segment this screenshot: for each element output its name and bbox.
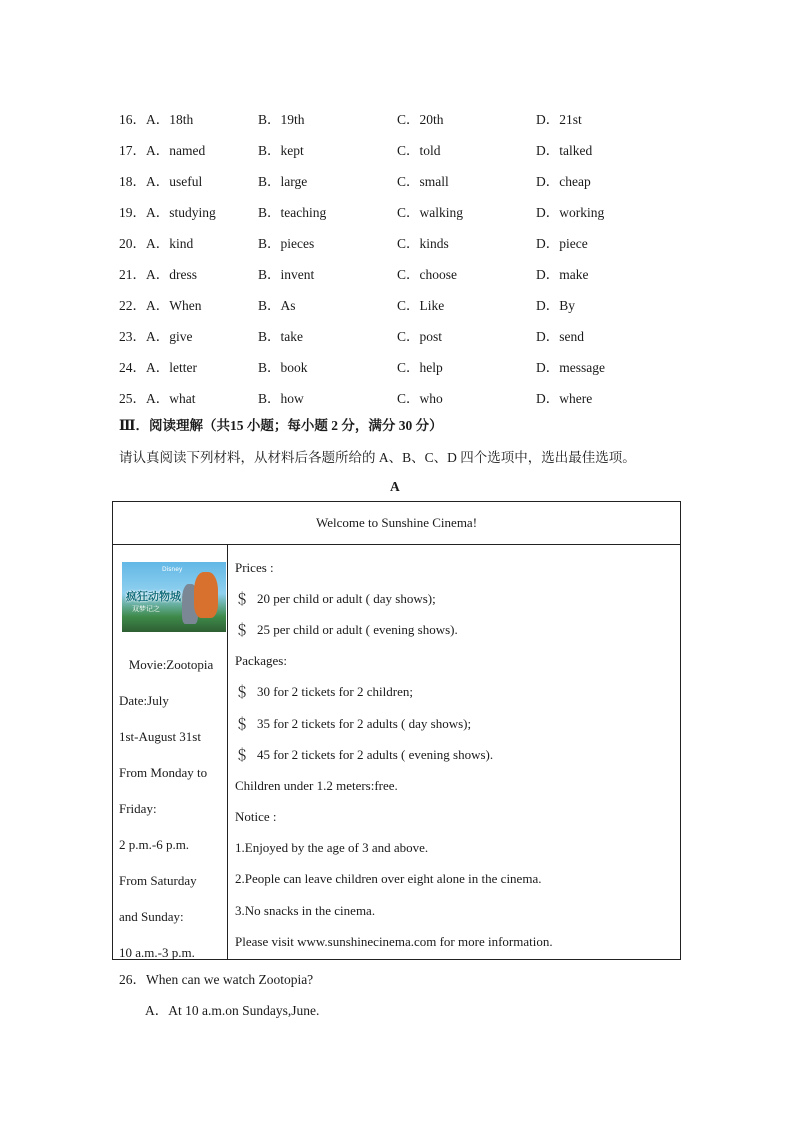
info-text: Children under 1.2 meters:free. xyxy=(235,777,398,793)
dollar-sign: ＄ xyxy=(235,591,249,608)
option-b: B．As xyxy=(258,298,296,314)
option-text: A．useful xyxy=(146,173,203,189)
info-text: 3.No snacks in the cinema. xyxy=(235,902,376,918)
question-number: 25． xyxy=(119,391,146,407)
info-text: Please visit www.sunshinecinema.com for more information. xyxy=(235,933,553,949)
schedule-line: From Saturday xyxy=(119,873,197,888)
option-b: B．kept xyxy=(258,142,304,158)
option-d: D．21st xyxy=(536,111,582,127)
info-text: 25 per child or adult ( evening shows). xyxy=(257,621,458,637)
option-text: A．When xyxy=(146,298,202,314)
option-c: C．who xyxy=(397,391,443,407)
option-row xyxy=(119,289,699,320)
option-c: C．20th xyxy=(397,111,444,127)
option-c: C．told xyxy=(397,142,441,158)
option-d: D．working xyxy=(536,204,605,220)
question-number: 23． xyxy=(119,329,146,345)
option-c: C．help xyxy=(397,360,443,376)
info-text: 30 for 2 tickets for 2 children; xyxy=(257,684,413,700)
schedule-line: Friday: xyxy=(119,801,157,816)
option-c: C．small xyxy=(397,173,449,189)
question-number: 18． xyxy=(119,173,146,189)
section-title: Ⅲ．阅读理解（共15 小题；每小题 2 分，满分 30 分） xyxy=(119,418,443,433)
option-d: D．message xyxy=(536,360,605,376)
option-text: A．dress xyxy=(146,267,197,283)
info-line xyxy=(235,833,675,864)
schedule-line: From Monday to xyxy=(119,765,208,780)
option-a xyxy=(119,263,258,283)
question-26: 26．When can we watch Zootopia? xyxy=(119,972,314,987)
option-d: D．cheap xyxy=(536,173,591,189)
option-text: A．studying xyxy=(146,204,216,220)
option-b: B．book xyxy=(258,360,308,376)
option-row xyxy=(119,164,699,195)
option-a xyxy=(119,201,258,221)
poster-title: 疯狂动物城 xyxy=(126,590,181,603)
info-line xyxy=(235,677,675,708)
question-number: 22． xyxy=(119,298,146,314)
option-a xyxy=(119,108,258,128)
option-a xyxy=(119,170,258,190)
info-line xyxy=(235,552,675,583)
option-row xyxy=(119,133,699,164)
info-line xyxy=(235,739,675,770)
question-number: 16． xyxy=(119,111,146,127)
option-d: D．By xyxy=(536,298,576,314)
info-text: Packages: xyxy=(235,653,287,669)
question-number: 20． xyxy=(119,235,146,251)
movie-schedule-info xyxy=(119,647,223,971)
question-number: 21． xyxy=(119,267,146,283)
option-a xyxy=(119,232,258,252)
info-line xyxy=(235,802,675,833)
poster-fox-figure xyxy=(194,572,218,618)
option-row xyxy=(119,102,699,133)
option-b: B．pieces xyxy=(258,235,315,251)
option-c: C．kinds xyxy=(397,235,449,251)
option-a xyxy=(119,387,258,407)
info-line xyxy=(235,770,675,801)
info-line xyxy=(235,926,675,957)
schedule-line: and Sunday: xyxy=(119,909,184,924)
schedule-line: 2 p.m.-6 p.m. xyxy=(119,837,190,852)
info-text: 2.People can leave children over eight alone in the cinema. xyxy=(235,871,542,887)
dollar-sign: ＄ xyxy=(235,747,249,764)
option-a xyxy=(119,356,258,376)
schedule-line: 1st-August 31st xyxy=(119,729,201,744)
info-text: 20 per child or adult ( day shows); xyxy=(257,590,436,606)
option-c: C．post xyxy=(397,329,443,345)
info-line xyxy=(235,614,675,645)
info-text: 1.Enjoyed by the age of 3 and above. xyxy=(235,840,429,856)
option-d: D．where xyxy=(536,391,593,407)
option-c: C．Like xyxy=(397,298,445,314)
option-text: A．named xyxy=(146,142,206,158)
info-line xyxy=(235,864,675,895)
info-line xyxy=(235,708,675,739)
info-text: Prices : xyxy=(235,559,274,575)
option-c: C．choose xyxy=(397,267,457,283)
option-d: D．send xyxy=(536,329,584,345)
option-b: B．19th xyxy=(258,111,305,127)
option-row xyxy=(119,382,699,413)
poster-subtitle: 双梦记之 xyxy=(132,605,160,613)
info-line xyxy=(235,895,675,926)
option-row xyxy=(119,195,699,226)
option-c: C．walking xyxy=(397,204,463,220)
option-b: B．invent xyxy=(258,267,315,283)
ad-right-column xyxy=(235,552,675,957)
cinema-ad-table xyxy=(112,501,681,960)
option-d: D．piece xyxy=(536,235,588,251)
info-text: 45 for 2 tickets for 2 adults ( evening shows). xyxy=(257,746,494,762)
option-text: A．what xyxy=(146,391,196,407)
info-line xyxy=(235,646,675,677)
option-b: B．large xyxy=(258,173,308,189)
info-text: 35 for 2 tickets for 2 adults ( day shows); xyxy=(257,715,472,731)
options-list xyxy=(119,102,699,413)
question-number: 24． xyxy=(119,360,146,376)
option-d: D．make xyxy=(536,267,589,283)
option-row xyxy=(119,257,699,288)
option-b: B．take xyxy=(258,329,303,345)
movie-poster-image xyxy=(122,562,226,632)
dollar-sign: ＄ xyxy=(235,685,249,702)
option-d: D．talked xyxy=(536,142,593,158)
option-text: A．letter xyxy=(146,360,197,376)
ad-left-column xyxy=(113,544,228,959)
dollar-sign: ＄ xyxy=(235,622,249,639)
option-row xyxy=(119,226,699,257)
question-number: 17． xyxy=(119,142,146,158)
option-b: B．teaching xyxy=(258,204,327,220)
poster-brand: Disney xyxy=(162,566,183,573)
question-number: 19． xyxy=(119,204,146,220)
question-26-option-a: A．At 10 a.m.on Sundays,June. xyxy=(145,1003,320,1018)
dollar-sign: ＄ xyxy=(235,716,249,733)
option-text: A．give xyxy=(146,329,193,345)
info-text: Notice : xyxy=(235,809,277,825)
option-text: A．18th xyxy=(146,111,194,127)
schedule-line: Date:July xyxy=(119,693,169,708)
info-line xyxy=(235,583,675,614)
option-a xyxy=(119,325,258,345)
option-row xyxy=(119,320,699,351)
schedule-line: 10 a.m.-3 p.m. xyxy=(119,945,195,960)
option-text: A．kind xyxy=(146,235,194,251)
option-b: B．how xyxy=(258,391,304,407)
option-row xyxy=(119,351,699,382)
ad-header: Welcome to Sunshine Cinema! xyxy=(113,502,680,545)
option-a xyxy=(119,139,258,159)
schedule-line: Movie:Zootopia xyxy=(128,657,214,672)
instruction-text: 请认真阅读下列材料，从材料后各题所给的 A、B、C、D 四个选项中，选出最佳选项。 xyxy=(119,450,636,465)
option-a xyxy=(119,294,258,314)
passage-label: A xyxy=(390,479,400,494)
